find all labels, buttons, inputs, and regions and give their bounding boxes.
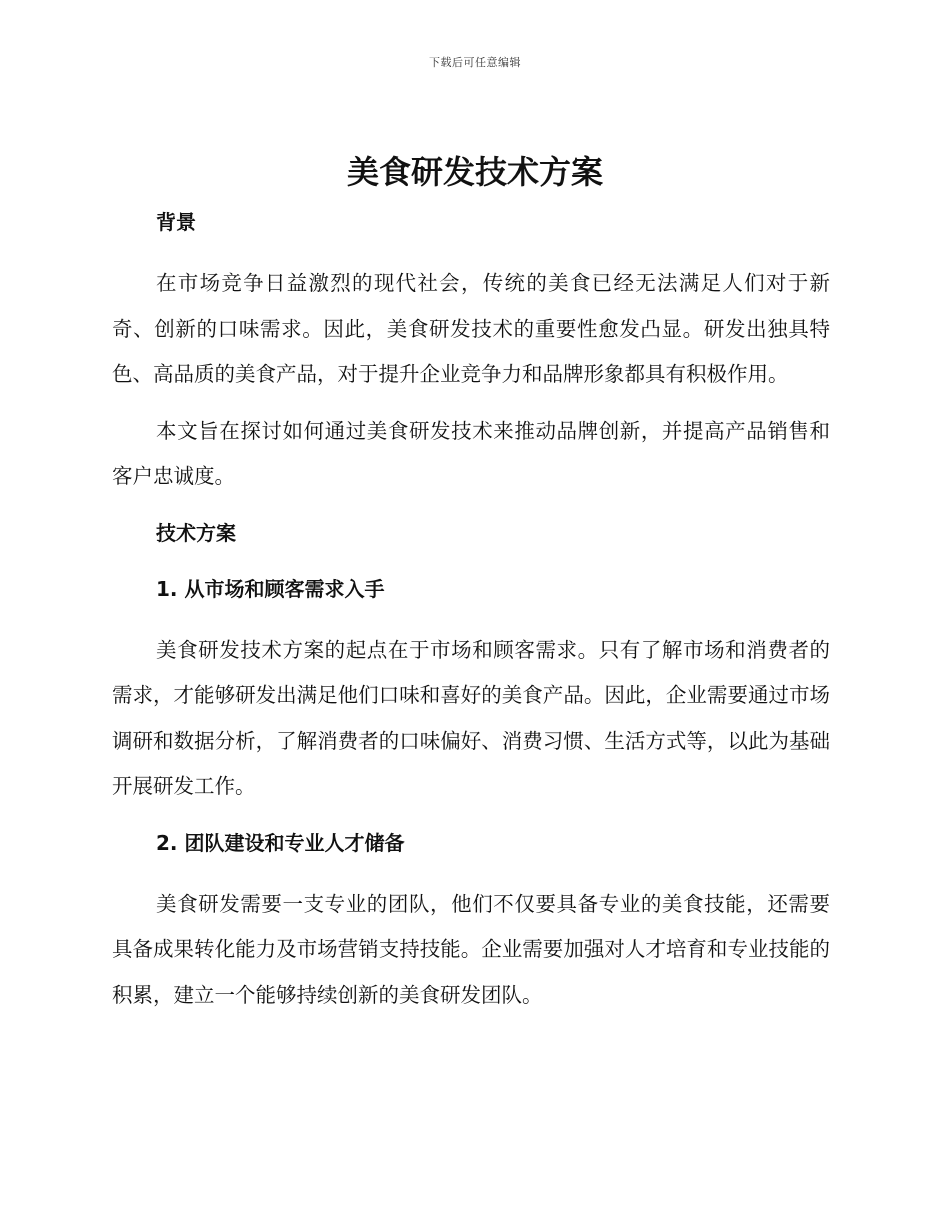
- subsection-2-paragraph: 美食研发需要一支专业的团队，他们不仅要具备专业的美食技能，还需要具备成果转化能力及市场营销支持技能。企业需要加强对人才培育和专业技能的积累，建立一个能够持续创新的美食研发团队。: [112, 891, 830, 1007]
- subsection-1-paragraph: 美食研发技术方案的起点在于市场和顾客需求。只有了解市场和消费者的需求，才能够研发出满足他们口味和喜好的美食产品。因此，企业需要通过市场调研和数据分析，了解消费者的口味偏好、消费习惯、生活方式等，以此为基础开展研发工作。: [112, 637, 830, 798]
- subsection-heading-1: 1. 从市场和顾客需求入手: [156, 576, 385, 601]
- header-note: 下载后可任意编辑: [429, 56, 521, 69]
- section-heading-background: 背景: [156, 210, 196, 234]
- section-heading-tech-plan: 技术方案: [156, 520, 236, 545]
- background-paragraph-1: 在市场竞争日益激烈的现代社会，传统的美食已经无法满足人们对于新奇、创新的口味需求。因此，美食研发技术的重要性愈发凸显。研发出独具特色、高品质的美食产品，对于提升企业竞争力和品牌形象都具有积极作用。: [112, 271, 830, 386]
- document-title: 美食研发技术方案: [346, 153, 603, 191]
- document-body: [112, 205, 830, 1018]
- subsection-heading-2: 2. 团队建设和专业人才储备: [156, 830, 405, 855]
- background-paragraph-2: 本文旨在探讨如何通过美食研发技术来推动品牌创新，并提高产品销售和客户忠诚度。: [112, 418, 830, 488]
